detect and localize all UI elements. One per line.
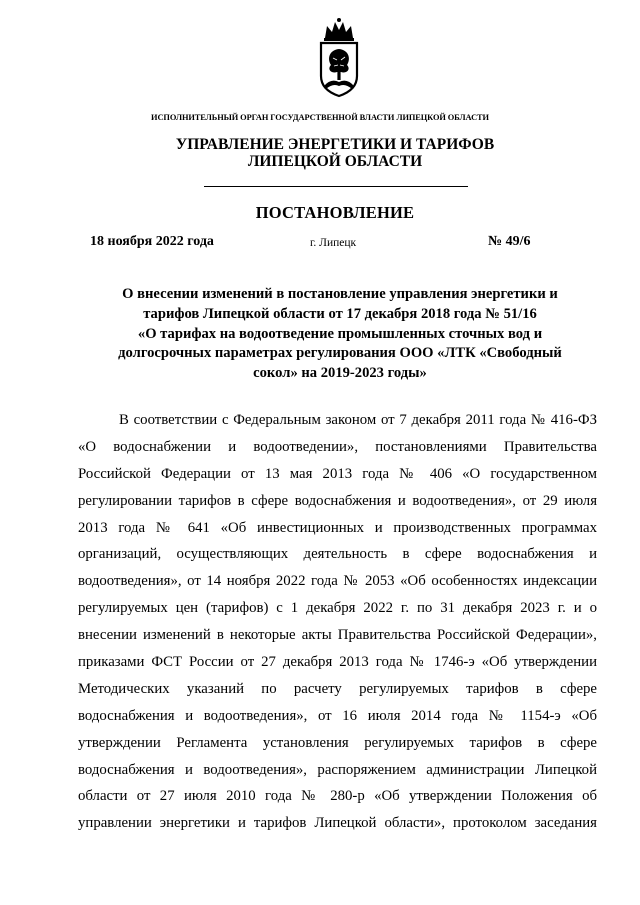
body-line: организаций, осуществляющих деятельность в сфере водоснабжения и bbox=[78, 546, 597, 563]
subject-line: сокол» на 2019-2023 годы» bbox=[253, 365, 427, 382]
subject-line: О внесении изменений в постановление управления энергетики и bbox=[122, 286, 558, 302]
coat-of-arms-icon bbox=[316, 16, 362, 100]
subject-line: «О тарифах на водоотведение промышленных сточных вод и bbox=[137, 325, 543, 342]
document-body bbox=[78, 407, 597, 837]
body-line: регулируемых цен (тарифов) с 1 декабря 2022 г. по 31 декабря 2023 г. и о bbox=[78, 600, 597, 617]
body-line: В соответствии с Федеральным законом от 7 декабря 2011 года № 416-ФЗ bbox=[119, 412, 597, 428]
body-line: внесении изменений в некоторые акты Правительства Российской Федерации», bbox=[78, 627, 597, 644]
department-line: УПРАВЛЕНИЕ ЭНЕРГЕТИКИ И ТАРИФОВ bbox=[175, 136, 495, 153]
document-subject bbox=[100, 285, 580, 384]
document-date: 18 ноября 2022 года bbox=[90, 234, 214, 249]
subject-line: долгосрочных параметрах регулирования ООО «ЛТК «Свободный bbox=[118, 345, 562, 362]
body-line: водоснабжения и водоотведения», распоряжением администрации Липецкой bbox=[78, 761, 597, 778]
body-line: области от 27 июля 2010 года № 280-р «Об утверждении Положения об bbox=[78, 788, 597, 805]
body-line: управлении энергетики и тарифов Липецкой области», протоколом заседания bbox=[78, 815, 597, 832]
body-line: Методических указаний по расчету регулируемых тарифов в сфере bbox=[78, 680, 597, 697]
body-line: «О водоснабжении и водоотведении», постановлениями Правительства bbox=[78, 438, 597, 455]
department-name bbox=[0, 136, 640, 170]
body-line: приказами ФСТ России от 27 декабря 2013 года № 1746-э «Об утверждении bbox=[78, 654, 597, 671]
body-line: утверждении Регламента установления регулируемых тарифов в сфере bbox=[78, 734, 597, 751]
header-divider bbox=[204, 186, 468, 187]
body-line: Российской Федерации от 13 мая 2013 года № 406 «О государственном bbox=[78, 465, 597, 482]
document-type: ПОСТАНОВЛЕНИЕ bbox=[255, 203, 415, 222]
issuing-authority: ИСПОЛНИТЕЛЬНЫЙ ОРГАН ГОСУДАРСТВЕННОЙ ВЛАСТИ ЛИПЕЦКОЙ ОБЛАСТИ bbox=[151, 113, 489, 122]
body-line: водоснабжения и водоотведения», от 16 июля 2014 года № 1154-э «Об bbox=[78, 707, 597, 724]
body-line: регулировании тарифов в сфере водоснабжения и водоотведения», от 29 июля bbox=[78, 492, 597, 509]
document-city: г. Липецк bbox=[310, 237, 357, 249]
document-number: № 49/6 bbox=[488, 234, 531, 249]
body-line: 2013 года № 641 «Об инвестиционных и производственных программах bbox=[78, 519, 597, 536]
department-line: ЛИПЕЦКОЙ ОБЛАСТИ bbox=[247, 153, 423, 170]
subject-line: тарифов Липецкой области от 17 декабря 2018 года № 51/16 bbox=[143, 305, 537, 322]
body-line: водоотведения», от 14 ноября 2022 года № 2053 «Об особенностях индексации bbox=[78, 573, 597, 590]
